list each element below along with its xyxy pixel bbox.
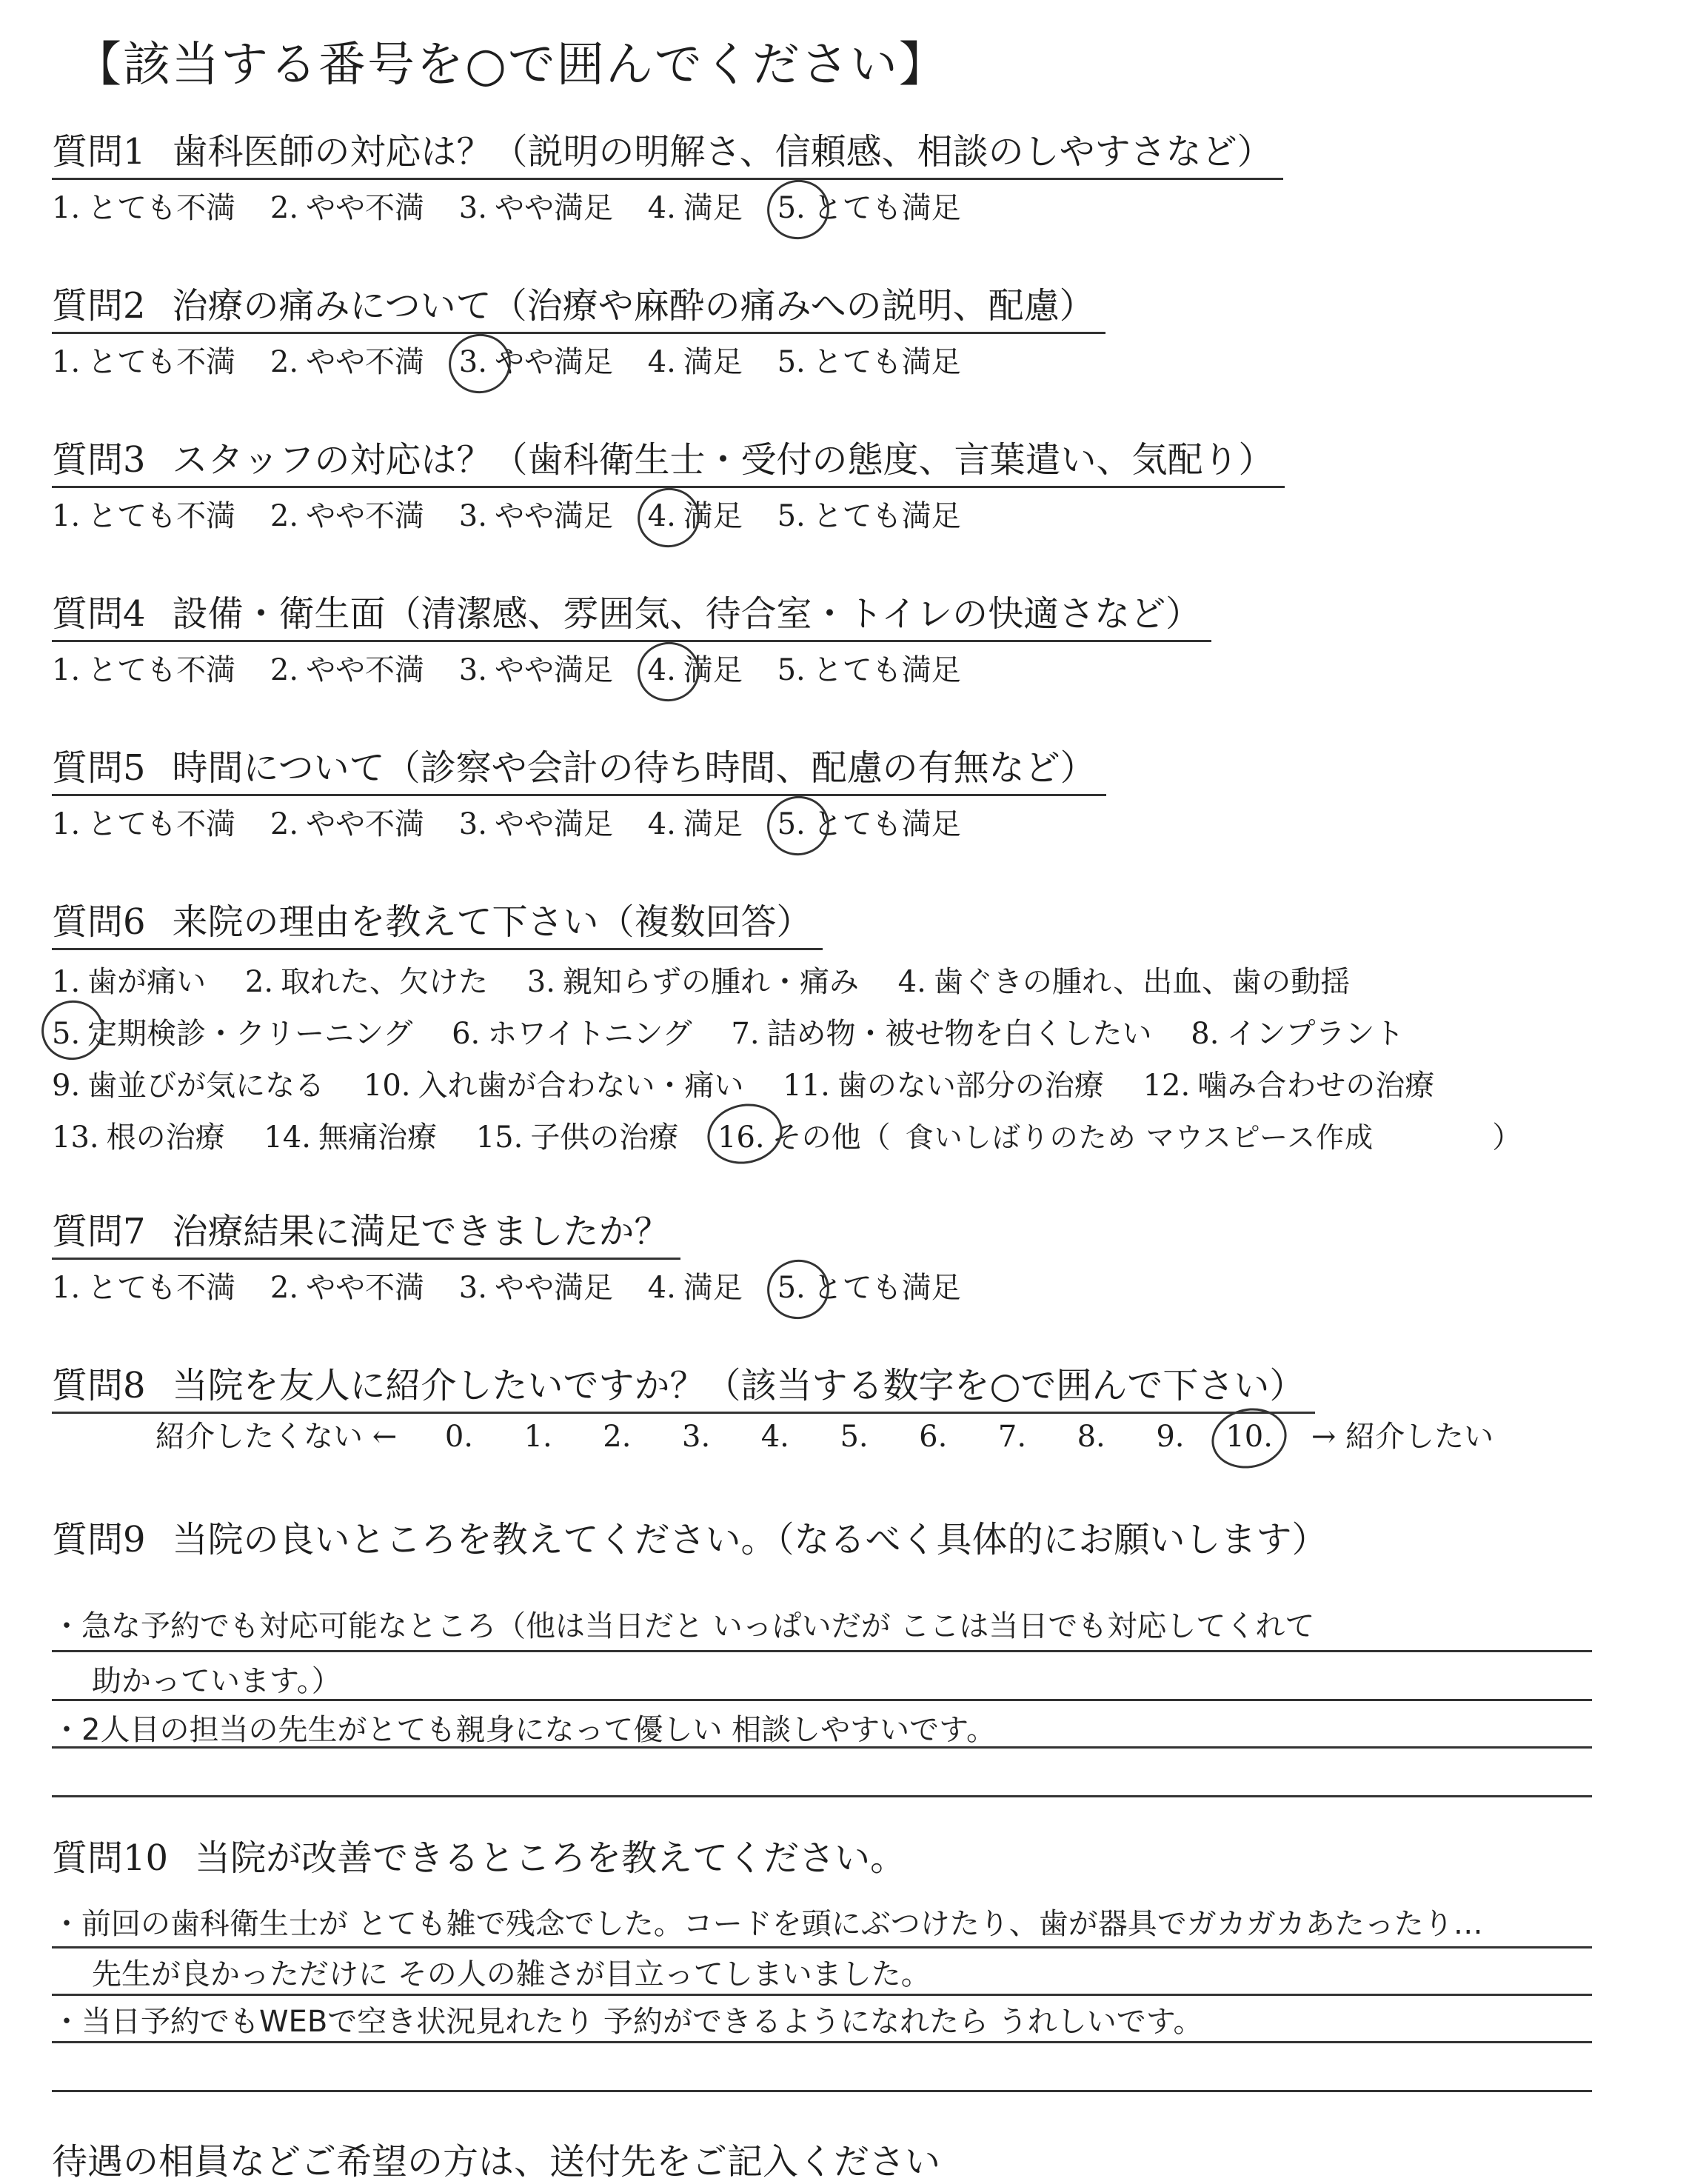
option-label: とても不満 [87, 1271, 236, 1305]
scale-6[interactable]: 6. [919, 1420, 948, 1454]
option-2[interactable] [270, 649, 424, 691]
option-number: 2. [270, 653, 299, 687]
option-label: インプラント [1226, 1017, 1405, 1051]
option-5-selected[interactable] [777, 804, 961, 845]
option-10[interactable] [364, 1060, 744, 1112]
scale-number: 10. [1225, 1420, 1273, 1454]
question-text: スタッフの対応は？（歯科衛生士・受付の態度、言葉遣い、気配り） [172, 439, 1274, 481]
option-16-selected[interactable] [717, 1112, 1522, 1163]
question-8 [52, 1360, 1315, 1414]
question-6 [52, 896, 1551, 1163]
ruled-line [52, 1746, 1592, 1749]
option-number: 3. [458, 807, 487, 841]
option-4[interactable] [648, 1267, 743, 1309]
option-label: とても不満 [87, 345, 236, 379]
question-number: 質問2 [52, 285, 146, 327]
option-2[interactable] [270, 187, 424, 229]
option-label: その他（ [772, 1121, 891, 1155]
answer-options [52, 649, 1211, 691]
option-number: 2. [270, 191, 299, 225]
option-3[interactable] [459, 649, 613, 691]
question-heading [52, 1832, 906, 1884]
question-text: 設備・衛生面（清潔感、雰囲気、待合室・トイレの快適さなど） [172, 593, 1202, 635]
option-label: とても満足 [812, 499, 961, 533]
option-number: 4. [647, 345, 676, 379]
selection-circle [632, 482, 705, 553]
ruled-line [52, 2090, 1592, 2092]
option-number: 3. [458, 1271, 487, 1305]
answer-options [52, 187, 1283, 229]
answer-options [52, 1267, 986, 1309]
option-1[interactable] [52, 341, 235, 383]
option-number: 3. [526, 965, 555, 999]
other-reason-text[interactable]: 食いしばりのため マウスピース作成 [905, 1121, 1374, 1154]
option-4-selected[interactable] [648, 649, 743, 691]
option-5-selected[interactable] [777, 187, 961, 229]
option-label: 歯ぐきの腫れ、出血、歯の動揺 [933, 965, 1351, 999]
option-number: 8. [1191, 1017, 1220, 1051]
option-number: 5. [777, 807, 806, 841]
q9-answer-line-2: 助かっています。） [92, 1664, 341, 1698]
scale-4[interactable]: 4. [760, 1420, 789, 1454]
option-label: やや満足 [494, 653, 613, 687]
scale-9[interactable]: 9. [1156, 1420, 1185, 1454]
option-label: 満足 [683, 653, 743, 687]
option-2[interactable] [270, 1267, 424, 1309]
option-label: やや満足 [494, 191, 613, 225]
question-number: 質問4 [52, 593, 146, 635]
option-label: 満足 [683, 191, 743, 225]
footer-text: 待遇の相員などご希望の方は、送付先をご記入ください [52, 2141, 941, 2183]
scale-right-label: → 紹介したい [1311, 1420, 1494, 1454]
scale-5[interactable]: 5. [840, 1420, 869, 1454]
option-5-selected[interactable] [52, 1008, 412, 1060]
option-13[interactable] [52, 1112, 225, 1163]
option-label: 親知らずの腫れ・痛み [562, 965, 859, 999]
option-number: 5. [52, 1017, 81, 1051]
question-heading [52, 1360, 1315, 1414]
scale-2[interactable]: 2. [603, 1420, 632, 1454]
option-label: やや不満 [306, 1271, 425, 1305]
option-label: 定期検診・クリーニング [87, 1017, 413, 1051]
selection-circle [761, 174, 834, 245]
option-row [52, 1008, 1551, 1060]
selection-circle [761, 1254, 834, 1325]
q9-answer-line-3: ・2人目の担当の先生がとても親身になって優しい 相談しやすいです。 [52, 1713, 996, 1747]
option-label: やや満足 [494, 807, 613, 841]
ruled-line [52, 1795, 1592, 1797]
question-number: 質問5 [52, 747, 146, 789]
option-label: やや満足 [494, 1271, 613, 1305]
question-2 [52, 280, 1105, 383]
option-number: 1. [52, 1271, 81, 1305]
selection-circle [761, 790, 834, 861]
question-text: 歯科医師の対応は？（説明の明解さ、信頼感、相談のしやすさなど） [172, 131, 1273, 173]
question-3 [52, 434, 1285, 537]
option-1[interactable] [52, 804, 235, 845]
option-number: 3. [458, 191, 487, 225]
option-row [52, 956, 1551, 1008]
answer-options [52, 495, 1285, 537]
option-label: とても満足 [812, 807, 961, 841]
option-3-selected[interactable] [459, 341, 613, 383]
option-label: とても不満 [87, 191, 236, 225]
option-label: とても満足 [812, 345, 961, 379]
selection-circle [443, 328, 516, 399]
question-heading [52, 126, 1283, 180]
option-2[interactable] [270, 341, 424, 383]
option-number: 2. [270, 807, 299, 841]
option-number: 4. [897, 965, 926, 999]
ruled-line [52, 2041, 1592, 2043]
option-4-selected[interactable] [648, 495, 743, 537]
question-number: 質問3 [52, 439, 146, 481]
q10-answer-line-3: ・当日予約でもWEBで空き状況見れたり 予約ができるようになれたら うれしいです。 [52, 2005, 1203, 2039]
option-3[interactable] [459, 495, 613, 537]
option-12[interactable] [1143, 1060, 1435, 1112]
option-3[interactable] [459, 1267, 613, 1309]
option-number: 10. [363, 1069, 411, 1103]
option-label: 歯が痛い [87, 965, 207, 999]
option-number: 2. [270, 1271, 299, 1305]
scale-8[interactable]: 8. [1077, 1420, 1105, 1454]
answer-options [52, 956, 1551, 1163]
option-number: 4. [647, 807, 676, 841]
question-number: 質問10 [52, 1837, 169, 1879]
answer-options [52, 804, 1106, 845]
option-number: 1. [52, 191, 81, 225]
option-1[interactable] [52, 1267, 235, 1309]
question-text: 治療結果に満足できましたか？ [172, 1211, 670, 1252]
option-number: 5. [777, 191, 806, 225]
scale-10-selected[interactable] [1214, 1416, 1284, 1457]
option-number: 5. [777, 653, 806, 687]
option-number: 3. [458, 345, 487, 379]
q10-answer-line-2: 先生が良かっただけに その人の雑さが目立ってしまいました。 [92, 1957, 931, 1991]
option-label: 子供の治療 [530, 1121, 679, 1155]
option-1[interactable] [52, 495, 235, 537]
question-heading [52, 896, 823, 950]
option-label: 無痛治療 [318, 1121, 437, 1155]
scale-1[interactable]: 1. [523, 1420, 552, 1454]
option-number: 1. [52, 345, 81, 379]
option-number: 1. [52, 653, 81, 687]
question-9 [52, 1514, 1328, 1566]
question-text: 当院を友人に紹介したいですか？（該当する数字を○で囲んで下さい） [172, 1365, 1305, 1406]
option-15[interactable] [476, 1112, 679, 1163]
option-number: 5. [777, 1271, 806, 1305]
option-number: 2. [270, 499, 299, 533]
option-label: ホワイトニング [487, 1017, 692, 1051]
question-heading [52, 1206, 680, 1260]
question-heading [52, 280, 1105, 334]
option-number: 13. [52, 1121, 99, 1155]
option-label: やや満足 [494, 499, 613, 533]
scale-0[interactable]: 0. [444, 1420, 474, 1454]
option-number: 4. [647, 653, 676, 687]
option-row [52, 1060, 1551, 1112]
option-label: とても満足 [812, 1271, 961, 1305]
option-label: 歯並びが気になる [87, 1069, 325, 1103]
option-label: 満足 [683, 807, 743, 841]
option-number: 15. [475, 1121, 523, 1155]
question-text: 当院が改善できるところを教えてください。 [195, 1837, 906, 1879]
question-text: 当院の良いところを教えてください。（なるべく具体的にお願いします） [172, 1519, 1328, 1560]
option-number: 1. [52, 965, 81, 999]
option-5[interactable] [777, 649, 961, 691]
option-number: 4. [647, 191, 676, 225]
other-close-paren: ） [1492, 1121, 1522, 1155]
option-label: 満足 [683, 499, 743, 533]
option-label: やや不満 [306, 191, 425, 225]
option-label: 取れた、欠けた [281, 965, 489, 999]
scale-7[interactable]: 7. [997, 1420, 1027, 1454]
option-4[interactable] [648, 187, 743, 229]
option-number: 1. [52, 499, 81, 533]
option-label: 噛み合わせの治療 [1197, 1069, 1435, 1103]
option-label: とても不満 [87, 807, 236, 841]
question-number: 質問1 [52, 131, 146, 173]
option-number: 5. [777, 345, 806, 379]
option-label: 満足 [683, 345, 743, 379]
option-8[interactable] [1191, 1008, 1404, 1060]
option-4[interactable] [648, 341, 743, 383]
recommend-scale [155, 1416, 1493, 1457]
selection-circle [632, 636, 705, 707]
option-3[interactable] [459, 187, 613, 229]
option-row [52, 1112, 1551, 1163]
question-text: 治療の痛みについて（治療や麻酔の痛みへの説明、配慮） [172, 285, 1095, 327]
question-heading [52, 588, 1211, 642]
option-14[interactable] [264, 1112, 437, 1163]
question-heading [52, 742, 1106, 796]
question-number: 質問6 [52, 901, 146, 943]
question-number: 質問9 [52, 1519, 146, 1560]
option-label: やや不満 [306, 807, 425, 841]
option-label: 根の治療 [106, 1121, 225, 1155]
question-4 [52, 588, 1211, 691]
option-number: 2. [270, 345, 299, 379]
option-label: 歯のない部分の治療 [837, 1069, 1104, 1103]
question-heading [52, 434, 1285, 488]
option-number: 4. [647, 1271, 676, 1305]
option-number: 14. [264, 1121, 311, 1155]
option-5-selected[interactable] [777, 1267, 961, 1309]
option-2[interactable] [245, 956, 488, 1008]
page-title: 【該当する番号を○で囲んでください】 [74, 38, 948, 93]
option-label: とても満足 [812, 653, 961, 687]
option-label: 入れ歯が合わない・痛い [418, 1069, 744, 1103]
option-label: とても不満 [87, 499, 236, 533]
q10-answer-line-1: ・前回の歯科衛生士が とても雑で残念でした。コードを頭にぶつけたり、歯が器具でガカガカあたったり… [52, 1907, 1483, 1941]
option-2[interactable] [270, 495, 424, 537]
question-5 [52, 742, 1106, 845]
option-number: 12. [1143, 1069, 1191, 1103]
q9-answer-line-1: ・急な予約でも対応可能なところ（他は当日だと いっぱいだが ここは当日でも対応してくれて [52, 1609, 1315, 1643]
option-label: やや満足 [494, 345, 613, 379]
option-label: 満足 [683, 1271, 743, 1305]
option-number: 11. [783, 1069, 830, 1103]
question-heading [52, 1514, 1328, 1566]
answer-options [52, 341, 1105, 383]
option-label: やや不満 [306, 499, 425, 533]
question-10 [52, 1832, 906, 1884]
question-text: 来院の理由を教えて下さい（複数回答） [172, 901, 812, 943]
question-number: 質問7 [52, 1211, 146, 1252]
question-number: 質問8 [52, 1365, 146, 1406]
option-5[interactable] [777, 495, 961, 537]
option-number: 3. [458, 499, 487, 533]
option-label: やや不満 [306, 345, 425, 379]
option-number: 4. [647, 499, 676, 533]
option-number: 6. [452, 1017, 481, 1051]
question-text: 時間について（診察や会計の待ち時間、配慮の有無など） [172, 747, 1096, 789]
option-label: とても満足 [812, 191, 961, 225]
option-number: 9. [52, 1069, 81, 1103]
option-3[interactable] [459, 804, 613, 845]
ruled-line [52, 1699, 1592, 1701]
option-6[interactable] [452, 1008, 692, 1060]
ruled-line [52, 1650, 1592, 1652]
question-7 [52, 1206, 986, 1309]
option-5[interactable] [777, 341, 961, 383]
scale-left-label: 紹介したくない ← [155, 1420, 398, 1454]
option-7[interactable] [731, 1008, 1151, 1060]
scale-3[interactable]: 3. [682, 1420, 711, 1454]
question-1 [52, 126, 1283, 229]
ruled-line [52, 1946, 1592, 1948]
option-label: とても不満 [87, 653, 236, 687]
option-11[interactable] [783, 1060, 1104, 1112]
option-9[interactable] [52, 1060, 324, 1112]
option-label: 詰め物・被せ物を白くしたい [766, 1017, 1152, 1051]
option-2[interactable] [270, 804, 424, 845]
option-number: 1. [52, 807, 81, 841]
option-number: 7. [731, 1017, 760, 1051]
option-label: やや不満 [306, 653, 425, 687]
option-number: 2. [244, 965, 274, 999]
option-1[interactable] [52, 649, 235, 691]
option-number: 16. [717, 1121, 765, 1155]
option-4[interactable] [648, 804, 743, 845]
ruled-line [52, 1994, 1592, 1996]
option-1[interactable] [52, 187, 235, 229]
option-3[interactable] [527, 956, 859, 1008]
option-4[interactable] [898, 956, 1351, 1008]
option-number: 5. [777, 499, 806, 533]
option-number: 3. [458, 653, 487, 687]
